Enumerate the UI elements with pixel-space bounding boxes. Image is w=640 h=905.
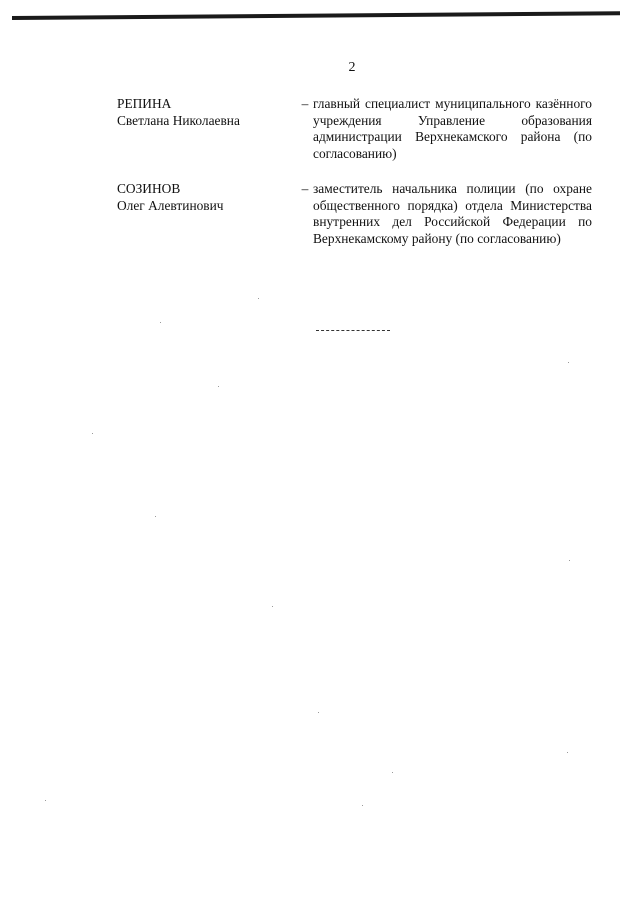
scan-speck [155,516,156,517]
member-name-block [117,181,292,214]
scan-speck [272,606,273,607]
member-given-names: Светлана Николаевна [117,112,240,128]
member-role: заместитель начальника полиции (по охране общественного порядка) отдела Министерства внутренних дел Российской Федерации по Верхнекамскому району (по согласованию) [313,181,592,246]
page-number: 2 [348,60,356,75]
scan-speck [218,386,219,387]
scan-speck [258,298,259,299]
separator-dash: – [301,96,309,111]
scan-speck [45,800,46,801]
scan-speck [568,362,569,363]
end-of-list-line [316,330,390,331]
member-surname: СОЗИНОВ [117,181,181,196]
scan-speck [92,433,93,434]
separator-dash: – [301,181,309,196]
scan-speck [392,772,393,773]
member-name-block [117,96,292,129]
scan-speck [567,752,568,753]
scan-speck [160,322,161,323]
member-given-names: Олег Алевтинович [117,197,224,213]
member-role: главный специалист муниципального казённого учреждения Управление образования администрации Верхнекамского района (по согласованию) [313,96,592,161]
member-surname: РЕПИНА [117,96,172,111]
scan-speck [318,712,319,713]
top-border-line [12,11,620,20]
scan-speck [569,560,570,561]
scan-speck [362,805,363,806]
